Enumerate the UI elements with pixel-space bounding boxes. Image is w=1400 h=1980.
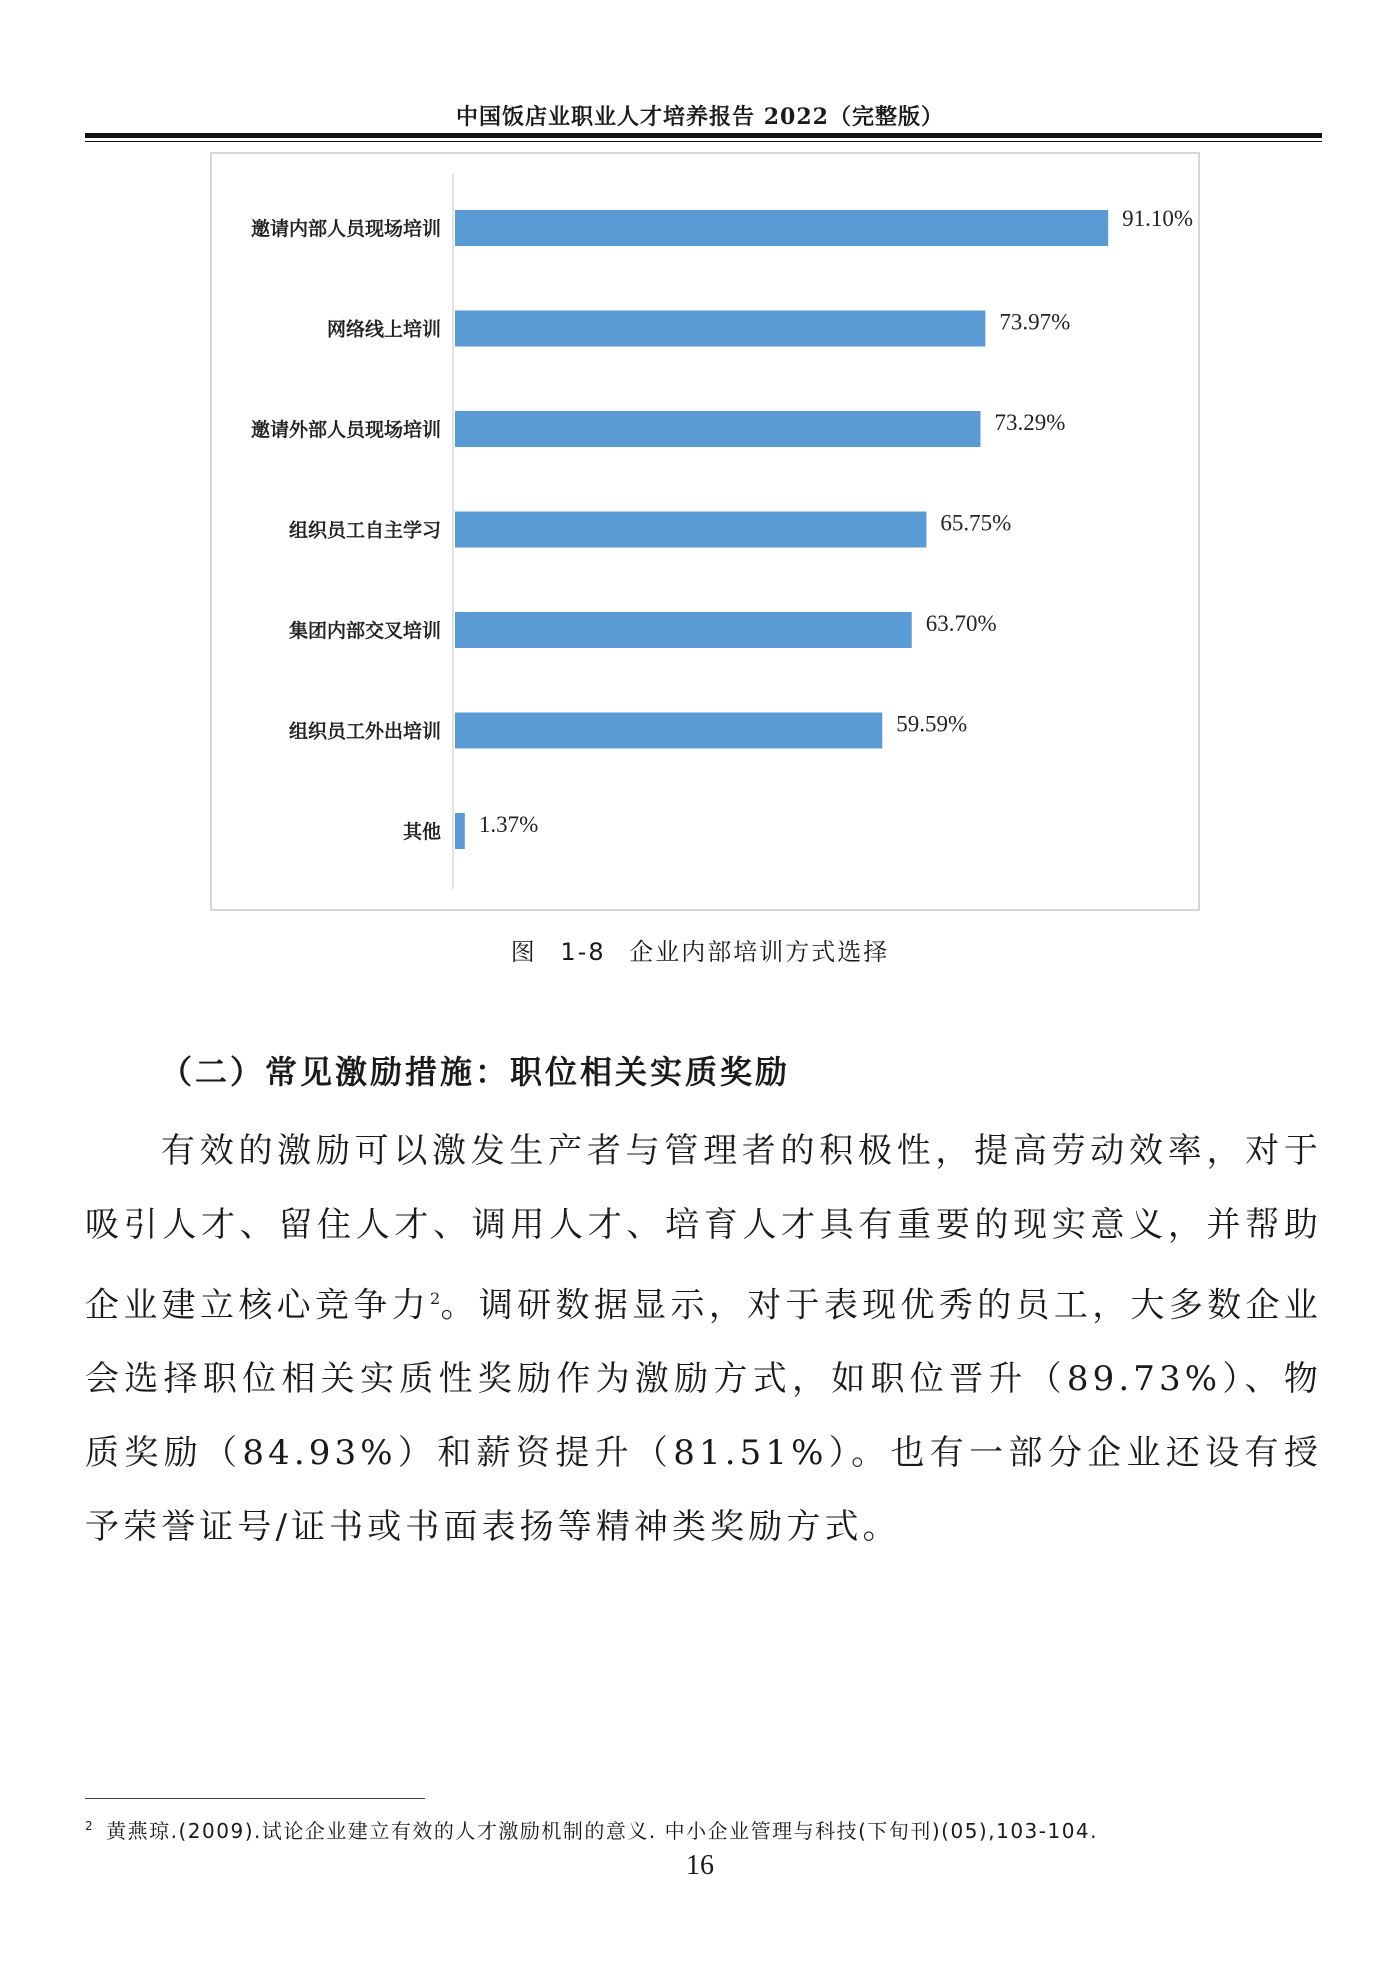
page-number: 16	[686, 1850, 714, 1881]
footnote	[85, 1815, 1322, 1844]
bar	[455, 612, 912, 648]
footnote-rule	[85, 1798, 425, 1799]
footnote-text: 黄燕琼.(2009).试论企业建立有效的人才激励机制的意义. 中小企业管理与科技(下旬刊)(05),103-104.	[106, 1819, 1099, 1843]
bar	[455, 311, 985, 347]
category-label: 邀请内部人员现场培训	[250, 218, 441, 240]
category-label: 其他	[402, 821, 441, 843]
header-rule-thin	[85, 141, 1322, 142]
figure-title: 企业内部培训方式选择	[629, 938, 890, 966]
bar	[455, 713, 882, 749]
footnote-ref-mark[interactable]: 2	[430, 1289, 441, 1308]
value-label: 63.70%	[925, 611, 997, 636]
category-label: 组织员工外出培训	[288, 720, 441, 743]
bar-chart-svg	[212, 154, 1198, 909]
value-label: 73.29%	[994, 410, 1066, 435]
value-label: 59.59%	[896, 711, 968, 737]
category-label: 集团内部交叉培训	[288, 620, 441, 642]
header-rule-thick	[85, 133, 1322, 138]
value-label: 65.75%	[940, 510, 1012, 536]
footnote-mark: 2	[85, 1819, 95, 1834]
bar	[455, 813, 465, 849]
category-label: 邀请外部人员现场培训	[250, 419, 441, 441]
body-paragraph	[85, 1114, 1322, 1564]
bar-chart	[210, 152, 1200, 911]
category-label: 组织员工自主学习	[288, 519, 441, 542]
bar	[455, 512, 926, 548]
bar	[455, 411, 980, 447]
value-label: 73.97%	[999, 309, 1071, 335]
paragraph-text-after-ref: 。调研数据显示，对于表现优秀的员工，大多数企业会选择职位相关实质性奖励作为激励方式，如职位晋升（89.73%）、物质奖励（84.93%）和薪资提升（81.51%）。也有一部分企业还设有授予荣誉证号/证书或书面表扬等精神类奖励方式。	[85, 1285, 1322, 1548]
paragraph-text-before-ref: 有效的激励可以激发生产者与管理者的积极性，提高劳动效率，对于吸引人才、留住人才、调用人才、培育人才具有重要的现实意义，并帮助企业建立核心竞争力	[85, 1131, 1322, 1326]
value-label: 91.10%	[1122, 206, 1194, 231]
value-label: 1.37%	[478, 812, 539, 837]
running-head: 中国饭店业职业人才培养报告 2022（完整版）	[456, 104, 944, 130]
figure-number: 图 1-8	[510, 938, 606, 966]
category-label: 网络线上培训	[326, 318, 441, 341]
bar	[455, 210, 1108, 246]
section-heading: （二）常见激励措施：职位相关实质奖励	[160, 1053, 791, 1091]
figure-caption	[0, 932, 1400, 967]
